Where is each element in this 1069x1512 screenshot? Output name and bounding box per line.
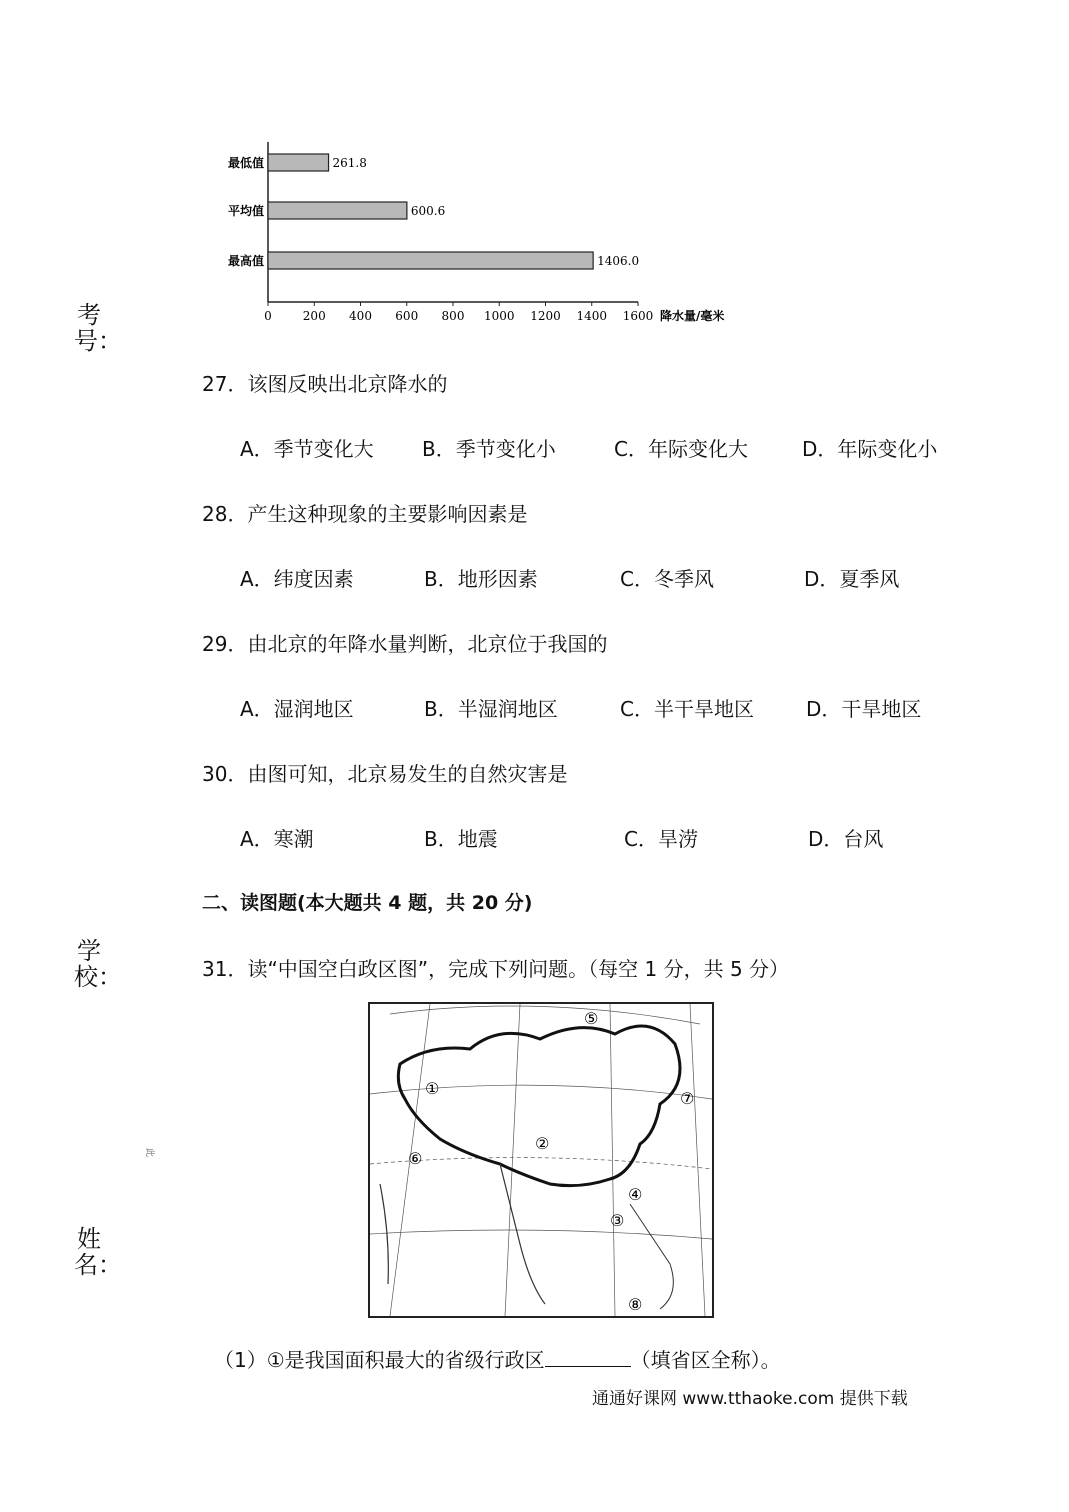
tiny-mark: 此 <box>144 1147 155 1158</box>
subq1-text-after: （填省区全称）。 <box>630 1348 781 1372</box>
option-c[interactable]: C．半干旱地区 <box>620 697 754 721</box>
x-tick-label: 1000 <box>483 309 515 323</box>
map-label-2: ② <box>535 1134 550 1153</box>
map-label-8: ⑧ <box>628 1295 643 1314</box>
footer-credit: 通通好课网 www.tthaoke.com 提供下载 <box>592 1389 908 1409</box>
china-blank-map <box>368 1002 714 1318</box>
option-a[interactable]: A．季节变化大 <box>240 437 374 461</box>
map-label-3: ③ <box>610 1211 625 1230</box>
bar <box>268 252 593 269</box>
option-a[interactable]: A．寒潮 <box>240 827 314 851</box>
option-c[interactable]: C．冬季风 <box>620 567 714 591</box>
value-label: 600.6 <box>410 204 446 218</box>
option-d[interactable]: D．台风 <box>808 827 884 851</box>
option-a[interactable]: A．纬度因素 <box>240 567 354 591</box>
category-label: 最低值 <box>227 156 264 170</box>
question-29-stem: 29．由北京的年降水量判断，北京位于我国的 <box>202 632 608 656</box>
category-label: 平均值 <box>227 204 264 218</box>
option-a[interactable]: A．湿润地区 <box>240 697 354 721</box>
map-label-7: ⑦ <box>680 1089 695 1108</box>
exam-number-label: 考号： <box>74 301 122 355</box>
precipitation-bar-chart <box>210 140 770 330</box>
x-tick-label: 400 <box>349 309 372 323</box>
option-b[interactable]: B．地震 <box>424 827 498 851</box>
map-label-6: ⑥ <box>408 1149 423 1168</box>
x-tick-label: 800 <box>441 309 465 323</box>
option-b[interactable]: B．半湿润地区 <box>424 697 558 721</box>
graticule-line <box>390 1006 700 1024</box>
x-tick-label: 0 <box>264 309 272 323</box>
map-label-4: ④ <box>628 1185 643 1204</box>
map-label-5: ⑤ <box>584 1009 599 1028</box>
island-coast <box>630 1204 673 1309</box>
section-title: 二、读图题(本大题共 4 题，共 20 分) <box>202 892 533 914</box>
option-d[interactable]: D．夏季风 <box>804 567 900 591</box>
question-30-stem: 30．由图可知，北京易发生的自然灾害是 <box>202 762 568 786</box>
bar <box>268 154 329 171</box>
subq1-text-before: （1）①是我国面积最大的省级行政区 <box>214 1348 545 1372</box>
question-31-stem: 31．读“中国空白政区图”，完成下列问题。（每空 1 分，共 5 分） <box>202 957 790 981</box>
graticule-line <box>690 1004 705 1316</box>
map-drawing <box>370 1004 712 1316</box>
option-b[interactable]: B．季节变化小 <box>422 437 556 461</box>
category-label: 最高值 <box>227 254 264 268</box>
value-label: 1406.0 <box>597 254 640 268</box>
option-c[interactable]: C．年际变化大 <box>614 437 748 461</box>
graticule-line <box>370 1230 712 1239</box>
question-28-stem: 28．产生这种现象的主要影响因素是 <box>202 502 528 526</box>
graticule-line <box>505 1004 520 1316</box>
option-d[interactable]: D．年际变化小 <box>802 437 938 461</box>
value-label: 261.8 <box>332 156 367 170</box>
x-tick-label: 600 <box>395 309 419 323</box>
x-axis-label: 降水量/毫米 <box>660 309 725 323</box>
school-label: 学校： <box>74 937 122 991</box>
x-tick-label: 200 <box>302 309 326 323</box>
question-31-part-1 <box>214 1344 781 1373</box>
bar <box>268 202 407 219</box>
india-coast <box>380 1184 388 1284</box>
graticule-line <box>370 1085 712 1099</box>
option-d[interactable]: D．干旱地区 <box>806 697 922 721</box>
x-tick-label: 1400 <box>576 309 608 323</box>
answer-blank[interactable] <box>545 1348 631 1367</box>
x-tick-label: 1200 <box>530 309 561 323</box>
option-b[interactable]: B．地形因素 <box>424 567 538 591</box>
name-label: 姓名： <box>74 1225 122 1279</box>
map-label-1: ① <box>425 1079 440 1098</box>
option-c[interactable]: C．旱涝 <box>624 827 698 851</box>
x-tick-label: 1600 <box>622 309 654 323</box>
question-27-stem: 27．该图反映出北京降水的 <box>202 372 448 396</box>
